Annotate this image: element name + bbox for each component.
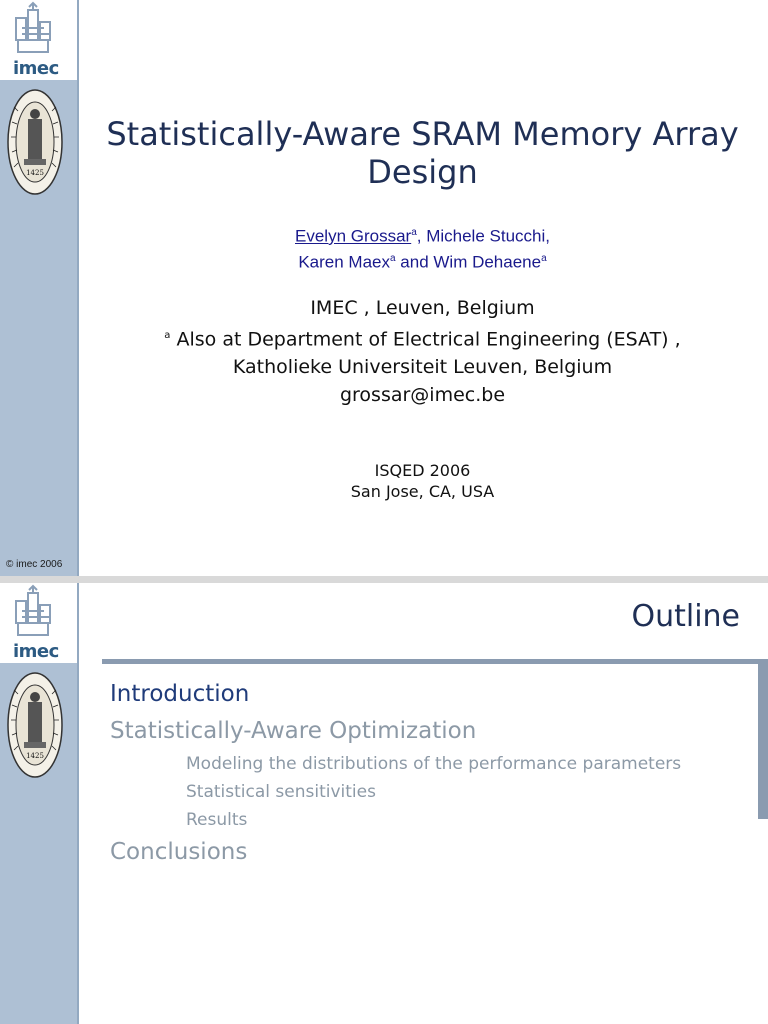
- imec-logo: [0, 583, 77, 663]
- author-4-superscript: a: [541, 252, 547, 264]
- title-line-2: Design: [367, 153, 478, 191]
- conference-name: ISQED 2006: [374, 461, 471, 480]
- imec-logo-text: imec: [13, 58, 59, 79]
- university-seal-icon: [6, 87, 64, 197]
- title-underline: [102, 659, 768, 664]
- conference-location: San Jose, CA, USA: [350, 482, 495, 501]
- copyright-notice: © imec 2006: [6, 559, 63, 570]
- author-1-superscript: a: [411, 227, 417, 238]
- slide-title: Outline: [631, 599, 740, 634]
- author-4: and Wim Dehaene: [395, 252, 542, 272]
- outline-subitem: Modeling the distributions of the performance parameters: [186, 754, 682, 774]
- seal-year: 1425: [26, 752, 44, 760]
- affiliation-line-3: Katholieke Universiteit Leuven, Belgium: [232, 356, 613, 379]
- affiliation-superscript: a: [164, 330, 171, 341]
- imec-logo-icon: [0, 0, 77, 60]
- affiliation-line-2-text: Also at Department of Electrical Engineering (ESAT) ,: [170, 328, 681, 351]
- slide-sidebar: [0, 0, 79, 576]
- outline-item: Conclusions: [110, 839, 248, 865]
- outline-item: Introduction: [110, 681, 250, 707]
- email: grossar@imec.be: [339, 384, 506, 407]
- seal-year: 1425: [26, 169, 44, 177]
- outline-subitem: Results: [186, 810, 248, 830]
- author-link[interactable]: Evelyn Grossar: [295, 226, 412, 246]
- author-list: [100, 222, 745, 273]
- slide-title: [100, 115, 745, 191]
- outline-item: Statistically-Aware Optimization: [110, 718, 477, 744]
- author-2: , Michele Stucchi,: [416, 226, 550, 246]
- author-3-superscript: a: [390, 252, 396, 264]
- author-3: Karen Maex: [298, 252, 390, 272]
- affiliation-line-2: [100, 322, 745, 353]
- outline-list: [110, 679, 681, 874]
- title-side-bar: [758, 659, 768, 819]
- affiliation-line-1: IMEC , Leuven, Belgium: [310, 297, 535, 319]
- author-line-1: [100, 222, 745, 248]
- slide-sidebar: [0, 583, 79, 1024]
- imec-logo-icon: [0, 583, 77, 643]
- title-line-1: Statistically-Aware SRAM Memory Array: [106, 115, 739, 153]
- conference-info: [100, 460, 745, 502]
- university-seal-icon: [6, 670, 64, 780]
- imec-logo: [0, 0, 77, 80]
- imec-logo-text: imec: [13, 641, 59, 662]
- author-line-2: [100, 248, 745, 274]
- slide-separator: [0, 576, 768, 583]
- outline-subitem: Statistical sensitivities: [186, 782, 376, 802]
- outline-slide: [0, 583, 768, 1024]
- affiliation: [100, 294, 745, 409]
